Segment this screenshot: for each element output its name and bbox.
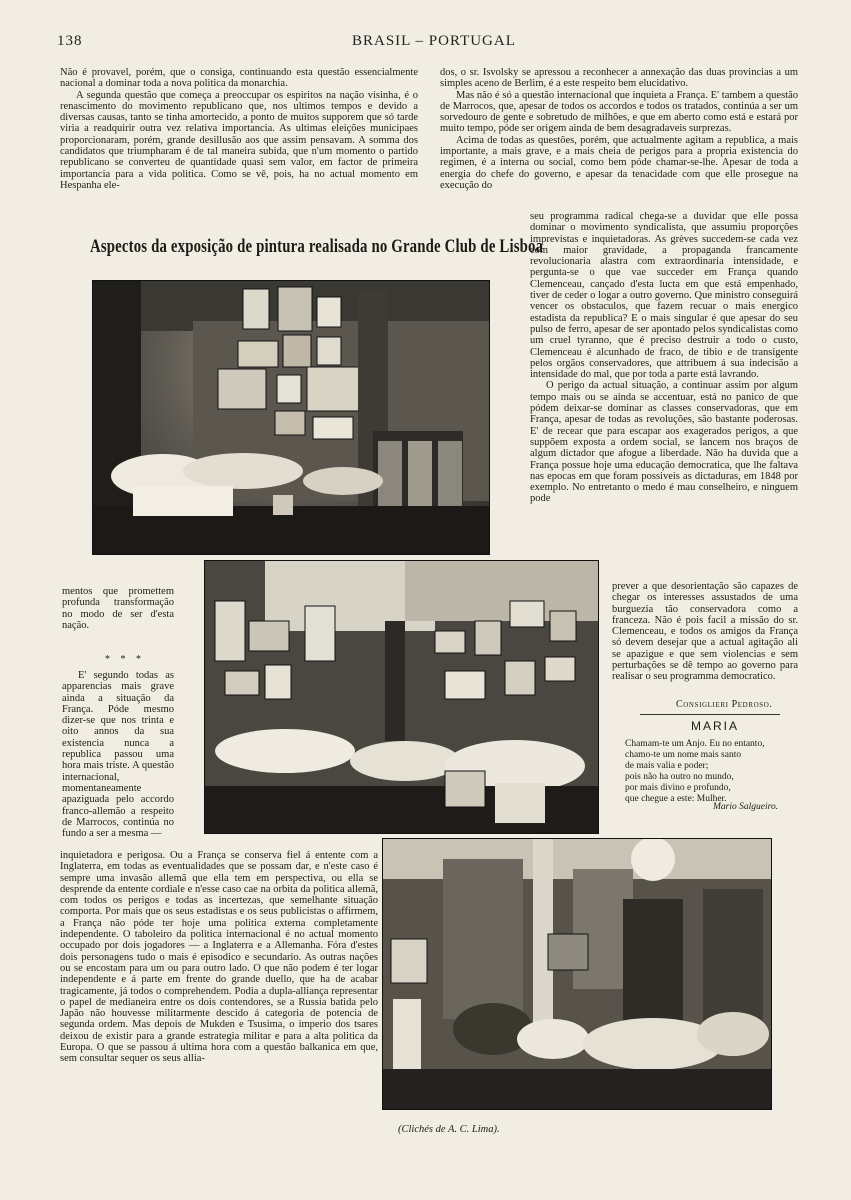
divider <box>640 714 780 715</box>
article-column-left-narrow-a <box>62 586 174 638</box>
author-signature: Consiglieri Pedroso. <box>676 699 773 710</box>
section-separator: * * * <box>105 654 145 665</box>
exhibition-photo-2 <box>204 560 599 834</box>
poem-line: por mais divino e profundo, <box>625 783 731 793</box>
poem-line: que chegue a este: Mulher. <box>625 794 727 804</box>
poem-line: Chamam-te um Anjo. Eu no entanto, <box>625 739 765 749</box>
paragraph: prever a que desorientação são capazes de chegar os interesses assustados de uma burguezia tão conservadora como a franceza. Não é pois facil a missão do sr. Clemenceau, e todos os amigos da França só devem desejar que a actual agitação ali se apazigue e que sem violencias e sem perturbações se dê tempo ao governo para realisar o seu programma democratico. <box>612 581 798 683</box>
paragraph: A segunda questão que começa a preoccupar os espiritos na nação visinha, é o renascimento do movimento republicano que, nos ultimos tempos e devido a diversas causas, tanto se tinha amortecido, a ponto de muitos supporem que só tarde viria a readquirir outra vez relativa importancia. As ultimas eleições municipaes proporcionaram, porém, grande desillusão aos que assim pensavam. A somma dos candidatos que triumpharam é de tal maneira subida, que n'um momento o partido republicano se converteu de quantidade quasi sem valor, em factor de primeira importancia para a vida politica. Como se vê, pois, ha no actual momento em Hespanha ele- <box>60 89 418 191</box>
article-column-right <box>530 211 798 583</box>
paragraph: Acima de todas as questões, porém, que actualmente agitam a republica, a mais importante, a mais grave, e a mais cheia de perigos para a propria existencia do regimen, é a interna ou social, como bem póde chamar-se-lhe. Apesar de toda a energia do chefe do governo, e apesar da tenacidade com que elle prosegue na execução do <box>440 134 798 191</box>
poem-line: de mais valia e poder; <box>625 761 709 771</box>
exhibition-photo-1 <box>92 280 490 555</box>
poem-line: pois não ha outro no mundo, <box>625 772 734 782</box>
poem-body <box>625 739 805 805</box>
article-column-right-narrow <box>612 581 798 693</box>
poem-title: MARIA <box>691 719 740 733</box>
paragraph: dos, o sr. Isvolsky se apressou a reconhecer a annexação das duas provincias a um simples aceno de Berlim, é a este respeito bem elucidativo. <box>440 67 798 90</box>
photo-credit: (Clichés de A. C. Lima). <box>398 1124 500 1135</box>
page-number: 138 <box>57 33 83 49</box>
feature-title: Aspectos da exposição de pintura realisada no Grande Club de Lisboa <box>90 236 544 257</box>
exhibition-photo-3 <box>382 838 772 1110</box>
paragraph: mentos que promettem profunda transformação no modo de ser d'esta nação. <box>62 586 174 631</box>
paragraph: Não é provavel, porém, que o consiga, continuando esta questão essencialmente nacional a dominar toda a nova politica da monarchia. <box>60 67 418 90</box>
paragraph: E' segundo todas as apparencias mais grave ainda a situação da França. Póde mesmo dizer-se que nos trinta e oito annos da sua existencia nunca a republica passou uma hora mais triste. A questão internacional, momentaneamente apaziguada pelo accordo franco-allemão a respeito de Marrocos, continúa no fundo a ser a mesma — <box>62 670 174 840</box>
article-column-left-narrow-b <box>62 670 174 842</box>
paragraph: O perigo da actual situação, a continuar assim por algum tempo mais ou se ainda se accentuar, está no panico de que pódem deixar-se dominar as classes conservadoras, que em França, apesar de todas as revoluções, são bastante poderosas. E' de recear que para escapar aos exagerados perigos, a que suppõem exposta a ordem social, se lancem nos braços de algum dictador que afogue a liberdade. Não ha duvida que a França possue hoje uma educação democratica, que lhe faltava nas epocas em que foram possiveis as dictaduras, em 1848 por exemplo. No entretanto o medo é mau conselheiro, e ninguem pode <box>530 380 798 505</box>
running-title: BRASIL – PORTUGAL <box>352 33 516 49</box>
poem-line: chamo-te um nome mais santo <box>625 750 742 760</box>
article-column-bottom-left <box>60 850 378 1145</box>
article-column-top-left <box>60 67 418 219</box>
paragraph: seu programma radical chega-se a duvidar que elle possa dominar o movimento syndicalista, que assumiu proporções imprevistas e inquietadoras. As grèves succedem-se cada vez com maior gravidade, a propaganda francamente revolucionaria alastra com extraordinaria intensidade, e pergunta-se o que vae succeder em França quando Clemenceau, cançado d'esta lucta em que está empenhado, tiver de ceder o logar a outro governo. Que ministro conseguirá vencer os obstaculos, que fazem recuar o mais energico estadista da republica? E o mais singular é que apesar do seu pulso de ferro, apesar de ser apontado pelos syndicalistas como um cruel tyranno, que é preciso destruir a todo o custo, Clemenceau é alcunhado de fraco, de tibio e de transigente pelos orgãos conservadores, que attribuem á sua indecisão a intensidade do mal, que por toda a parte está lavrando. <box>530 211 798 381</box>
paragraph: inquietadora e perigosa. Ou a França se conserva fiel á entente com a Inglaterra, em todas as eventualidades que se possam dar, e n'este caso é sempre uma invasão allemã que ella tem em perspectiva, ou ella se desprende da entente cordiale e n'esse caso cae na orbita da politica allemã, com todos os perigos e todas as incertezas, que semelhante situação comporta. Por mais que os seus estadistas e os seus publicistas o affirmem, a França não póde ter hoje uma politica externa completamente independente. O taboleiro da politica internacional é no actual momento occupado por dois jogadores — a Inglaterra e a Allemanha. Fóra d'estes dois personagens tudo o mais é episodico e secundario. As outras nações ou se encostam para um ou para outro lado. O que não podem é ter logar independente e á parte em frente do grande duello, que ha de acabar tragicamente, já todos o comprehendem. Podia a dupla-alliança representar o papel de medianeira entre os dois contendores, se a Russia batida pelo Japão não houvesse militarmente descido á categoria de potencia de segunda ordem. Mas depois de Mukden e Tsusima, o imperio dos tsares deixou de existir para a grande estrategia militar e para a alta politica da Europa. O que se passou á ultima hora com a questão balkanica em que, sem consultar sequer os seus allia- <box>60 850 378 1065</box>
poem-author: Mario Salgueiro. <box>713 802 779 812</box>
article-column-top-right <box>440 67 798 213</box>
paragraph: Mas não é só a questão internacional que inquieta a França. E' tambem a questão de Marrocos, que, apesar de todos os accordos e todos os tratados, continúa a ser um sorvedouro de gente e sobretudo de milhões, e que em aberto como está e estará por muito tempo, póde ser origem ainda de bem desagradaveis surprezas. <box>440 89 798 135</box>
